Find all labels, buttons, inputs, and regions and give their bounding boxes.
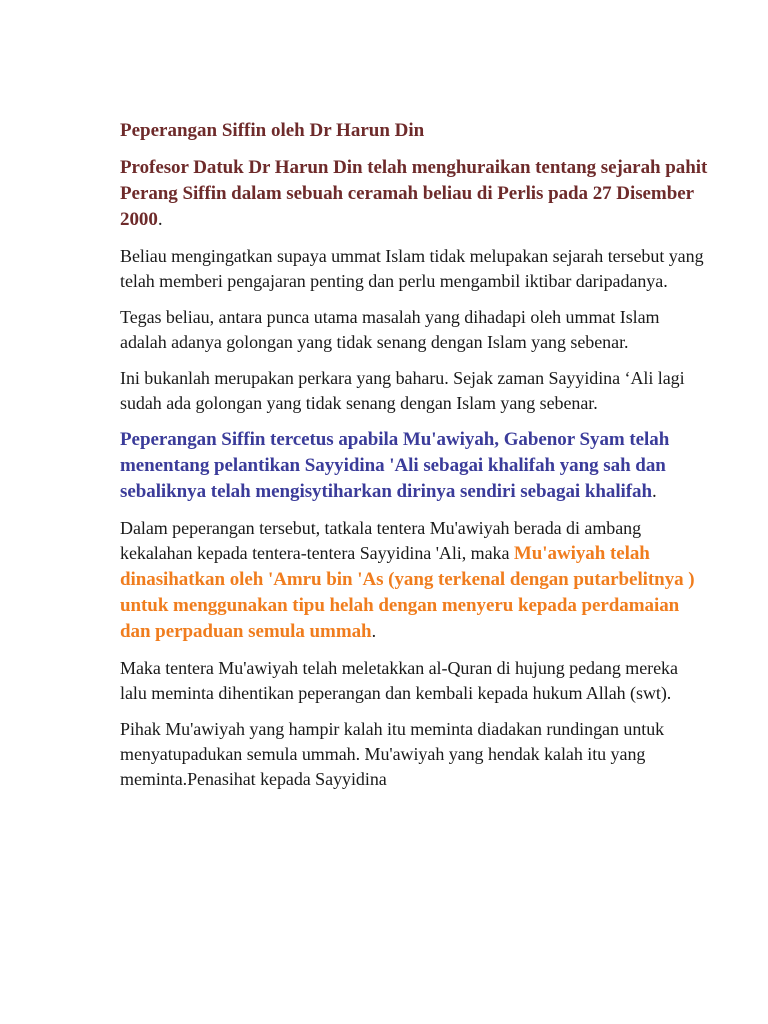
paragraph-siffin-cause xyxy=(120,427,708,505)
paragraph-negotiation: Pihak Mu'awiyah yang hampir kalah itu meminta diadakan rundingan untuk menyatupadukan semula ummah. Mu'awiyah yang hendak kalah itu yang meminta.Penasihat kepada Sayyidina xyxy=(120,719,665,789)
siffin-cause-period: . xyxy=(652,481,657,502)
battle-period: . xyxy=(371,621,377,641)
battle-highlight: Mu'awiyah telah dinasihatkan oleh 'Amru bin 'As (yang terkenal dengan putarbelitnya ) untuk menggunakan tipu helah dengan menyeru kepada perdamaian dan perpaduan semula ummah xyxy=(120,543,695,642)
intro-highlight: Profesor Datuk Dr Harun Din telah menghuraikan tentang sejarah pahit Perang Siffin dalam sebuah ceramah beliau di Perlis pada 27 Disember 2000 xyxy=(120,157,708,230)
paragraph-reminder: Beliau mengingatkan supaya ummat Islam tidak melupakan sejarah tersebut yang telah memberi pengajaran penting dan perlu mengambil iktibar daripadanya. xyxy=(120,246,704,291)
intro-period: . xyxy=(157,209,163,230)
paragraph-intro xyxy=(120,155,708,233)
paragraph-battle xyxy=(120,516,708,645)
battle-text: Dalam peperangan tersebut, tatkala tentera Mu'awiyah berada di ambang kekalahan kepada tentera-tentera Sayyidina 'Ali, maka xyxy=(120,518,642,563)
paragraph-problem: Tegas beliau, antara punca utama masalah yang dihadapi oleh ummat Islam adalah adanya golongan yang tidak senang dengan Islam yang sebenar. xyxy=(120,307,660,352)
paragraph-quran: Maka tentera Mu'awiyah telah meletakkan al-Quran di hujung pedang mereka lalu meminta dihentikan peperangan dan kembali kepada hukum Allah (swt). xyxy=(120,658,678,703)
paragraph-history: Ini bukanlah merupakan perkara yang baharu. Sejak zaman Sayyidina ‘Ali lagi sudah ada golongan yang tidak senang dengan Islam yang sebenar. xyxy=(120,368,685,413)
siffin-cause-highlight: Peperangan Siffin tercetus apabila Mu'awiyah, Gabenor Syam telah menentang pelantikan Sayyidina 'Ali sebagai khalifah yang sah dan sebaliknya telah mengisytiharkan dirinya sendiri sebagai khalifah xyxy=(120,429,670,502)
article-title: Peperangan Siffin oleh Dr Harun Din xyxy=(120,120,425,141)
